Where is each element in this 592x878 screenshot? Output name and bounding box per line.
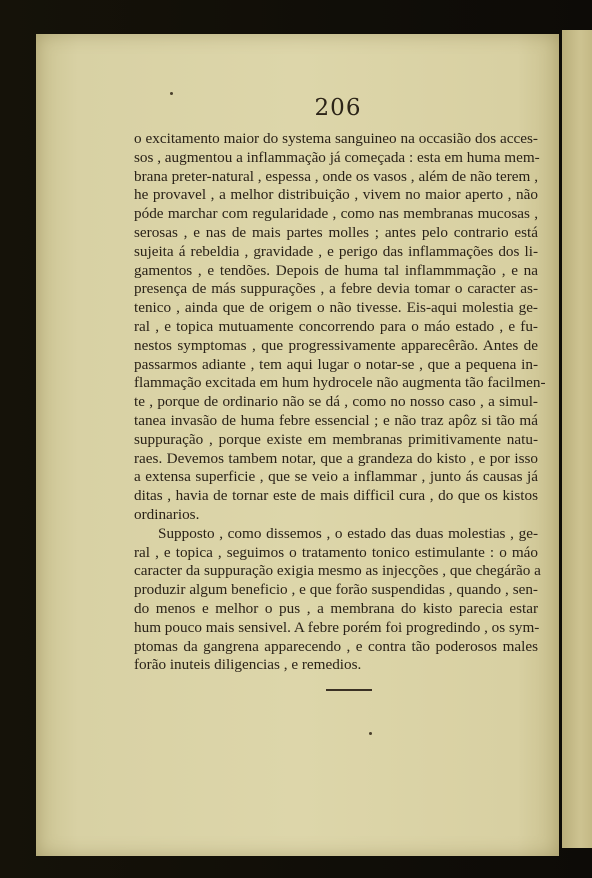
page-number: 206 [314, 95, 362, 121]
text-line: ditas , havia de tornar este de mais difficil cura , do que os kistos [134, 487, 538, 505]
text-line: produzir algum beneficio , e que forão suspendidas , quando , sen- [134, 581, 538, 599]
text-line: caracter da suppuração exigia mesmo as injecções , que chegárão a [134, 562, 541, 580]
text-line: ordinarios. [134, 505, 200, 523]
text-line: sos , augmentou a inflammação já começada : esta em huma mem- [134, 148, 540, 166]
text-line: suppuração , porque existe em membranas primitivamente natu- [134, 430, 538, 448]
text-line: gamentos , e tendões. Depois de huma tal inflammmação , e na [134, 261, 538, 279]
next-page-edge [562, 30, 592, 848]
text-line: hum pouco mais sensivel. A febre porém foi progredindo , os sym- [134, 618, 540, 636]
ink-speck [170, 92, 173, 95]
text-line: a extensa superficie , que se veio a inflammar , junto ás causas já [134, 468, 538, 486]
text-line: presença de más suppurações , a febre devia tomar o caracter as- [134, 280, 538, 298]
paragraph [134, 130, 546, 525]
text-line: Supposto , como dissemos , o estado das duas molestias , ge- [158, 524, 538, 542]
text-line: tenico , ainda que de origem o não tivesse. Eis-aqui molestia ge- [134, 299, 538, 317]
text-line: forão inuteis diligencias , e remedios. [134, 656, 362, 674]
ink-speck [369, 732, 372, 735]
text-line: ral , e topica mutuamente concorrendo para o máo estado , e fu- [134, 317, 538, 335]
text-line: he provavel , a melhor distribuição , vivem no maior aperto , não [134, 186, 538, 204]
text-line: flammação excitada em hum hydrocele não augmenta tão facilmen- [134, 374, 546, 392]
text-line: póde marchar com regularidade , como nas membranas mucosas , [134, 205, 538, 223]
text-line: brana preter-natural , espessa , onde os vasos , além de não terem , [134, 167, 538, 185]
text-line: passarmos adiante , tem aqui lugar o notar-se , que a pequena in- [134, 355, 538, 373]
text-line: raes. Devemos tambem notar, que a grandeza do kisto , e por isso [134, 449, 538, 467]
text-line: serosas , e nas de mais partes molles ; antes pelo contrario está [134, 223, 538, 241]
text-line: nestos symptomas , que progressivamente apparecêrão. Antes de [134, 336, 538, 354]
text-line: sujeita á rebeldia , gravidade , e perigo das inflammações dos li- [134, 242, 538, 260]
text-line: o excitamento maior do systema sanguineo na occasião dos acces- [134, 130, 538, 147]
end-rule [326, 689, 372, 691]
text-line: te , porque de ordinario não se dá , como no nosso caso , a simul- [134, 393, 538, 411]
body-text [134, 130, 546, 675]
text-line: ptomas da gangrena apparecendo , e contra tão poderosos males [134, 637, 538, 655]
text-line: do menos e melhor o pus , a membrana do kisto parecia estar [134, 599, 538, 617]
text-line: ral , e topica , seguimos o tratamento tonico estimulante : o máo [134, 543, 538, 561]
paragraph [134, 524, 541, 675]
text-line: tanea invasão de huma febre essencial ; e não traz apôz si tão má [134, 411, 538, 429]
